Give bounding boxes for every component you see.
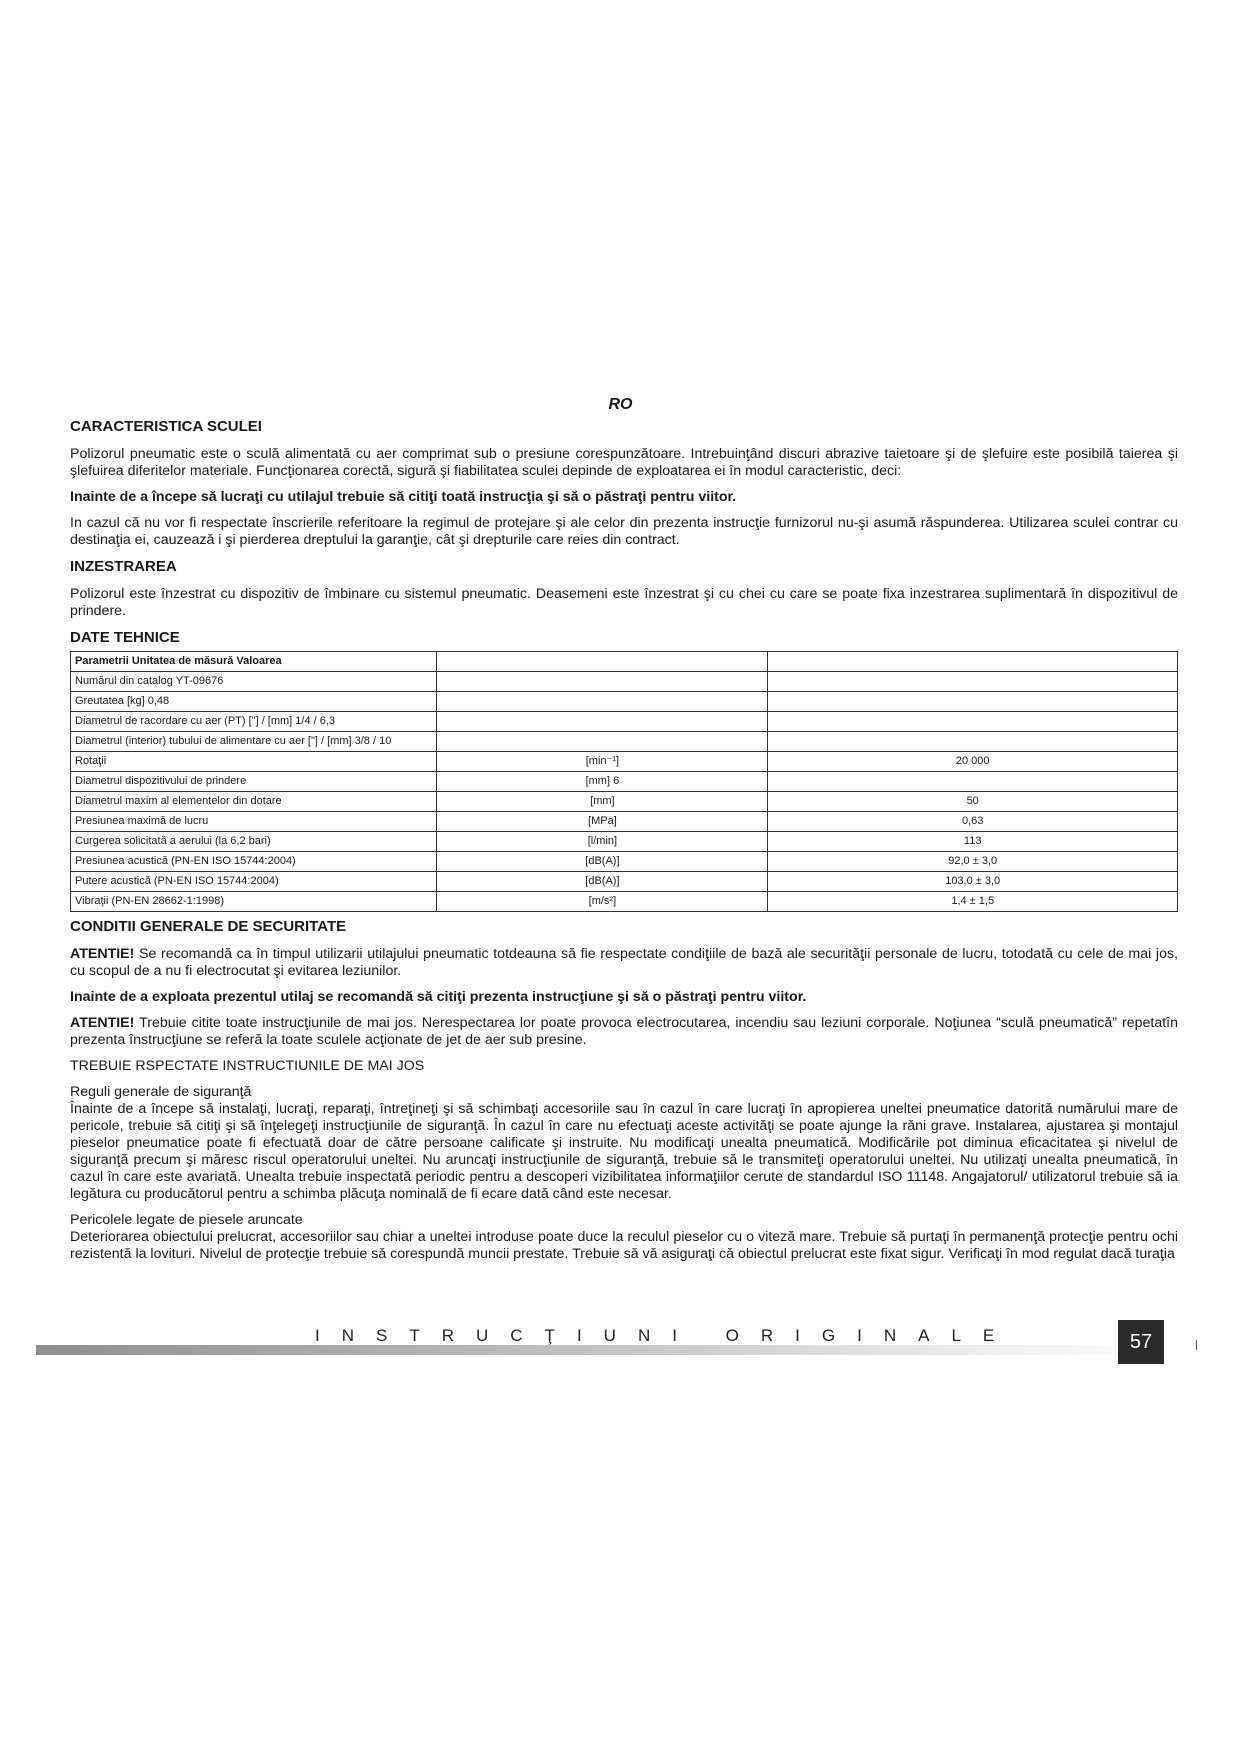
table-cell-unit bbox=[437, 652, 768, 672]
atentie-paragraph bbox=[70, 946, 1178, 980]
page-number: 57 bbox=[1118, 1320, 1164, 1364]
table-cell-param: Putere acustică (PN-EN ISO 15744:2004) bbox=[71, 872, 437, 892]
table-cell-unit: [dB(A)] bbox=[437, 872, 768, 892]
table-row bbox=[71, 792, 1178, 812]
table-cell-value bbox=[768, 772, 1178, 792]
footer-title: INSTRUCŢIUNI ORIGINALE bbox=[315, 1326, 1017, 1345]
table-row bbox=[71, 832, 1178, 852]
table-cell-param: Parametrii Unitatea de măsură Valoarea bbox=[71, 652, 437, 672]
instructions-heading: TREBUIE RSPECTATE INSTRUCTIUNILE DE MAI JOS bbox=[70, 1058, 425, 1074]
paragraph: Înainte de a începe să instalaţi, lucraţi, reparaţi, întreţineţi şi să schimbaţi accesoriile sau în cazul în care lucraţi în apropierea uneltei pneumatice datorită numărului mare de pericole, trebuie să citiţi şi să înţelegeţi instrucţiunile de siguranţă. În cazul în care nu efectuaţi aceste activităţi se poate ajunge la răni grave. Instalarea, ajustarea şi montajul pieselor pneumatice poate fi efectuată doar de către persoane calificate şi instruite. Nu modificaţi unealta pneumatică. Modificările pot diminua eficacitatea şi nivelul de siguranţă precum şi măresc riscul operatorului uneltei. Nu aruncaţi instrucţiunile de siguranţă, trebuie să le transmiteţi operatorului uneltei. Nu utilizaţi unealta pneumatică, în cazul în care este avariată. Unealta trebuie inspectată periodic pentru a descoperi vizibilitatea informaţiilor cerute de standardul ISO 11148. Angajatorul/ utilizatorul trebuie să ia legătura cu producătorul pentru a schimba plăcuţa nominală de fi ecare dată când este necesar. bbox=[70, 1101, 1178, 1202]
table-cell-value: 113 bbox=[768, 832, 1178, 852]
table-cell-value: 1,4 ± 1,5 bbox=[768, 892, 1178, 912]
table-cell-unit: [mm] bbox=[437, 792, 768, 812]
table-cell-value: 50 bbox=[768, 792, 1178, 812]
language-code: RO bbox=[608, 396, 633, 413]
table-cell-unit: [min⁻¹] bbox=[437, 752, 768, 772]
section-heading-caracteristica: CARACTERISTICA SCULEI bbox=[70, 418, 262, 435]
atentie-text: Trebuie citite toate instrucţiunile de mai jos. Nerespectarea lor poate provoca electrocutarea, incendiu sau leziuni corporale. Noţiunea “sculă pneumatică” repetatîn prezenta înstrucţiune se referă la toate sculele acţionate de jet de aer sub presine. bbox=[70, 1015, 1178, 1048]
bold-paragraph: Inainte de a exploata prezentul utilaj se recomandă să citiţi prezenta instrucţiune şi să o păstraţi pentru viitor. bbox=[70, 989, 807, 1005]
table-row bbox=[71, 772, 1178, 792]
table-cell-value bbox=[768, 732, 1178, 752]
technical-data-table bbox=[70, 651, 1178, 912]
table-cell-value bbox=[768, 692, 1178, 712]
table-row bbox=[71, 712, 1178, 732]
table-cell-value bbox=[768, 712, 1178, 732]
table-cell-param: Greutatea [kg] 0,48 bbox=[71, 692, 437, 712]
table-cell-param: Curgerea solicitată a aerului (la 6,2 bari) bbox=[71, 832, 437, 852]
page-edge-mark bbox=[1196, 1340, 1197, 1350]
table-cell-param: Diametrul de racordare cu aer (PT) ["] / [mm] 1/4 / 6,3 bbox=[71, 712, 437, 732]
table-cell-unit: [l/min] bbox=[437, 832, 768, 852]
atentie-paragraph bbox=[70, 1015, 1178, 1049]
footer-gradient-bar bbox=[36, 1345, 1156, 1355]
section-heading-date-tehnice: DATE TEHNICE bbox=[70, 629, 180, 646]
table-cell-param: Rotaţii bbox=[71, 752, 437, 772]
table-row bbox=[71, 872, 1178, 892]
table-row bbox=[71, 692, 1178, 712]
table-row bbox=[71, 752, 1178, 772]
atentie-text: Se recomandă ca în timpul utilizarii utilajului pneumatic totdeauna să fie respectate condiţiile de bază ale securităţii personale de lucru, totodată cu cele de mai jos, cu scopul de a nu fi electrocutat şi evitarea leziunilor. bbox=[70, 946, 1178, 979]
atentie-label: ATENTIE! bbox=[70, 1015, 135, 1031]
table-cell-value: 20 000 bbox=[768, 752, 1178, 772]
bold-paragraph: Inainte de a începe să lucraţi cu utilajul trebuie să citiţi toată instrucţia şi să o păstraţi pentru viitor. bbox=[70, 489, 737, 505]
table-row bbox=[71, 672, 1178, 692]
table-cell-unit bbox=[437, 692, 768, 712]
table-cell-unit bbox=[437, 712, 768, 732]
table-cell-param: Presiunea maximă de lucru bbox=[71, 812, 437, 832]
table-cell-value: 103,0 ± 3,0 bbox=[768, 872, 1178, 892]
table-cell-value: 0,63 bbox=[768, 812, 1178, 832]
section-heading-conditii: CONDITII GENERALE DE SECURITATE bbox=[70, 918, 347, 935]
table-cell-unit: [dB(A)] bbox=[437, 852, 768, 872]
paragraph: Deteriorarea obiectului prelucrat, accesoriilor sau chiar a uneltei introduse poate duce la reculul pieselor cu o viteză mare. Trebuie să purtaţi în permanenţă protecţie pentru ochi rezistentă la lovituri. Nivelul de protecţie trebuie să corespundă muncii prestate. Trebuie să vă asiguraţi că obiectul prelucrat este fixat sigur. Verificaţi în mod regulat dacă turaţia bbox=[70, 1229, 1178, 1262]
table-row bbox=[71, 732, 1178, 752]
table-cell-unit bbox=[437, 672, 768, 692]
subsection-title-pericole: Pericolele legate de piesele aruncate bbox=[70, 1212, 303, 1228]
table-row bbox=[71, 892, 1178, 912]
table-cell-unit bbox=[437, 732, 768, 752]
paragraph: In cazul că nu vor fi respectate înscrierile referitoare la regimul de protejare şi ale celor din prezenta instrucţie furnizorul nu-şi asumă răspunderea. Utilizarea sculei contrar cu destinaţia ei, cauzează i şi pierderea dreptului la garanţie, cât şi drepturile care reies din contract. bbox=[70, 515, 1178, 548]
paragraph: Polizorul pneumatic este o sculă alimentată cu aer comprimat sub o presiune corespunzătoare. Intrebuinţând discuri abrazive taietoare şi de şlefuire este posibilă taierea şi şlefuirea diferitelor materiale. Funcţionarea corectă, sigură şi fiabilitatea sculei depinde de exploatarea ei în modul caracteristic, deci: bbox=[70, 446, 1178, 479]
section-heading-inzestrarea: INZESTRAREA bbox=[70, 558, 177, 575]
table-cell-param: Diametrul dispozitivului de prindere bbox=[71, 772, 437, 792]
table-cell-param: Diametrul maxim al elementelor din dotare bbox=[71, 792, 437, 812]
table-cell-value: 92,0 ± 3,0 bbox=[768, 852, 1178, 872]
table-cell-param: Presiunea acustică (PN-EN ISO 15744:2004) bbox=[71, 852, 437, 872]
paragraph: Polizorul este înzestrat cu dispozitiv de îmbinare cu sistemul pneumatic. Deasemeni este înzestrat şi cu chei cu care se poate fixa inzestrarea suplimentară în dispozitivul de prindere. bbox=[70, 586, 1178, 619]
table-cell-param: Vibraţii (PN-EN 28662-1:1998) bbox=[71, 892, 437, 912]
atentie-label: ATENTIE! bbox=[70, 946, 135, 962]
table-row bbox=[71, 852, 1178, 872]
table-cell-param: Diametrul (interior) tubului de alimentare cu aer ["] / [mm] 3/8 / 10 bbox=[71, 732, 437, 752]
table-row bbox=[71, 652, 1178, 672]
table-row bbox=[71, 812, 1178, 832]
table-cell-value bbox=[768, 672, 1178, 692]
table-cell-unit: [m/s²] bbox=[437, 892, 768, 912]
table-cell-unit: [mm] 6 bbox=[437, 772, 768, 792]
table-cell-value bbox=[768, 652, 1178, 672]
table-cell-unit: [MPa] bbox=[437, 812, 768, 832]
subsection-title-reguli: Reguli generale de siguranţă bbox=[70, 1084, 252, 1100]
table-cell-param: Numărul din catalog YT-09676 bbox=[71, 672, 437, 692]
document-body bbox=[70, 418, 1178, 1272]
